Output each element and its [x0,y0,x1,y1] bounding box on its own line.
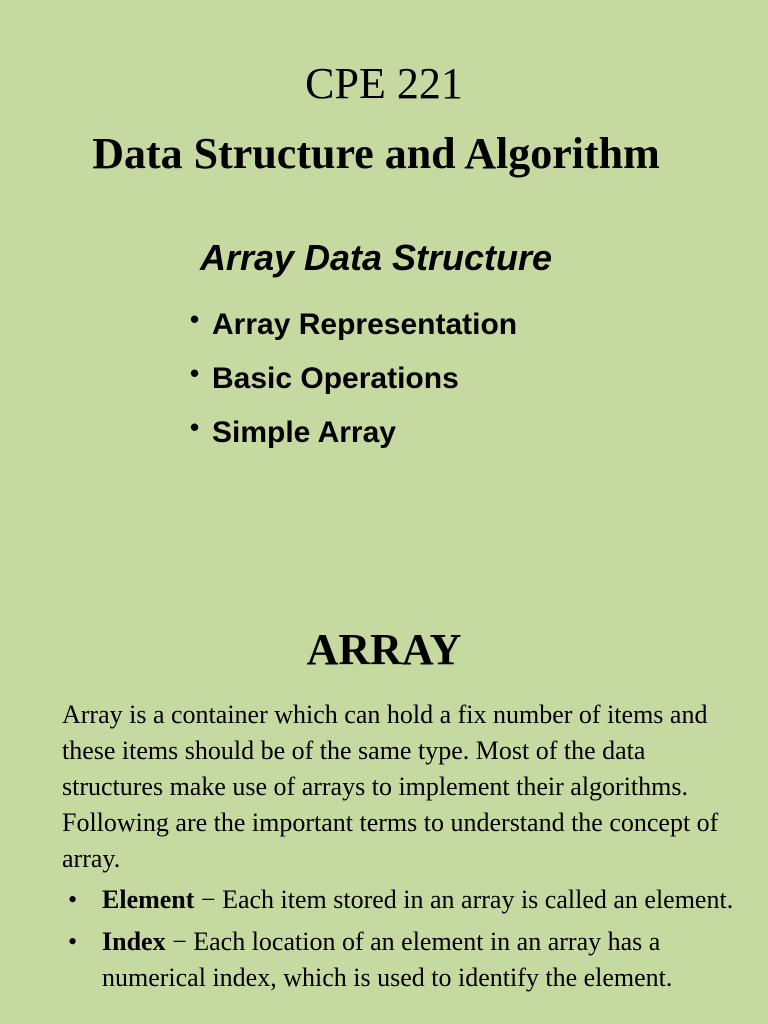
topic-title: Array Data Structure [199,237,553,278]
term-item [62,882,742,918]
bullet-icon: • [190,412,200,442]
course-title: Data Structure and Algorithm [92,129,660,178]
bullet-icon: • [190,358,200,388]
bullet-icon: • [68,927,78,956]
bullet-icon: • [190,304,200,334]
course-code: CPE 221 [305,59,463,108]
intro-paragraph: Array is a container which can hold a fix number of items and these items should be of the same type. Most of the data structures make use of arrays to implement their algorithms. Following are the important terms to understand the concept of array. [62,700,719,873]
bullet-icon: • [68,885,78,914]
term-item [62,924,742,996]
term-list [62,882,742,1002]
term-label: Element [102,885,195,914]
array-slide [0,566,768,1024]
topic-item [190,346,517,400]
topic-label: Array Representation [212,308,518,341]
topic-item [190,400,517,454]
term-definition: − Each item stored in an array is called an element. [194,885,734,914]
topic-item [190,292,517,346]
topic-label: Simple Array [212,416,396,449]
term-label: Index [102,927,166,956]
topic-label: Basic Operations [212,362,459,395]
section-heading: ARRAY [306,625,462,674]
term-definition: − Each location of an element in an array has a numerical index, which is used to identify the element. [102,927,673,992]
topic-list [190,292,517,454]
